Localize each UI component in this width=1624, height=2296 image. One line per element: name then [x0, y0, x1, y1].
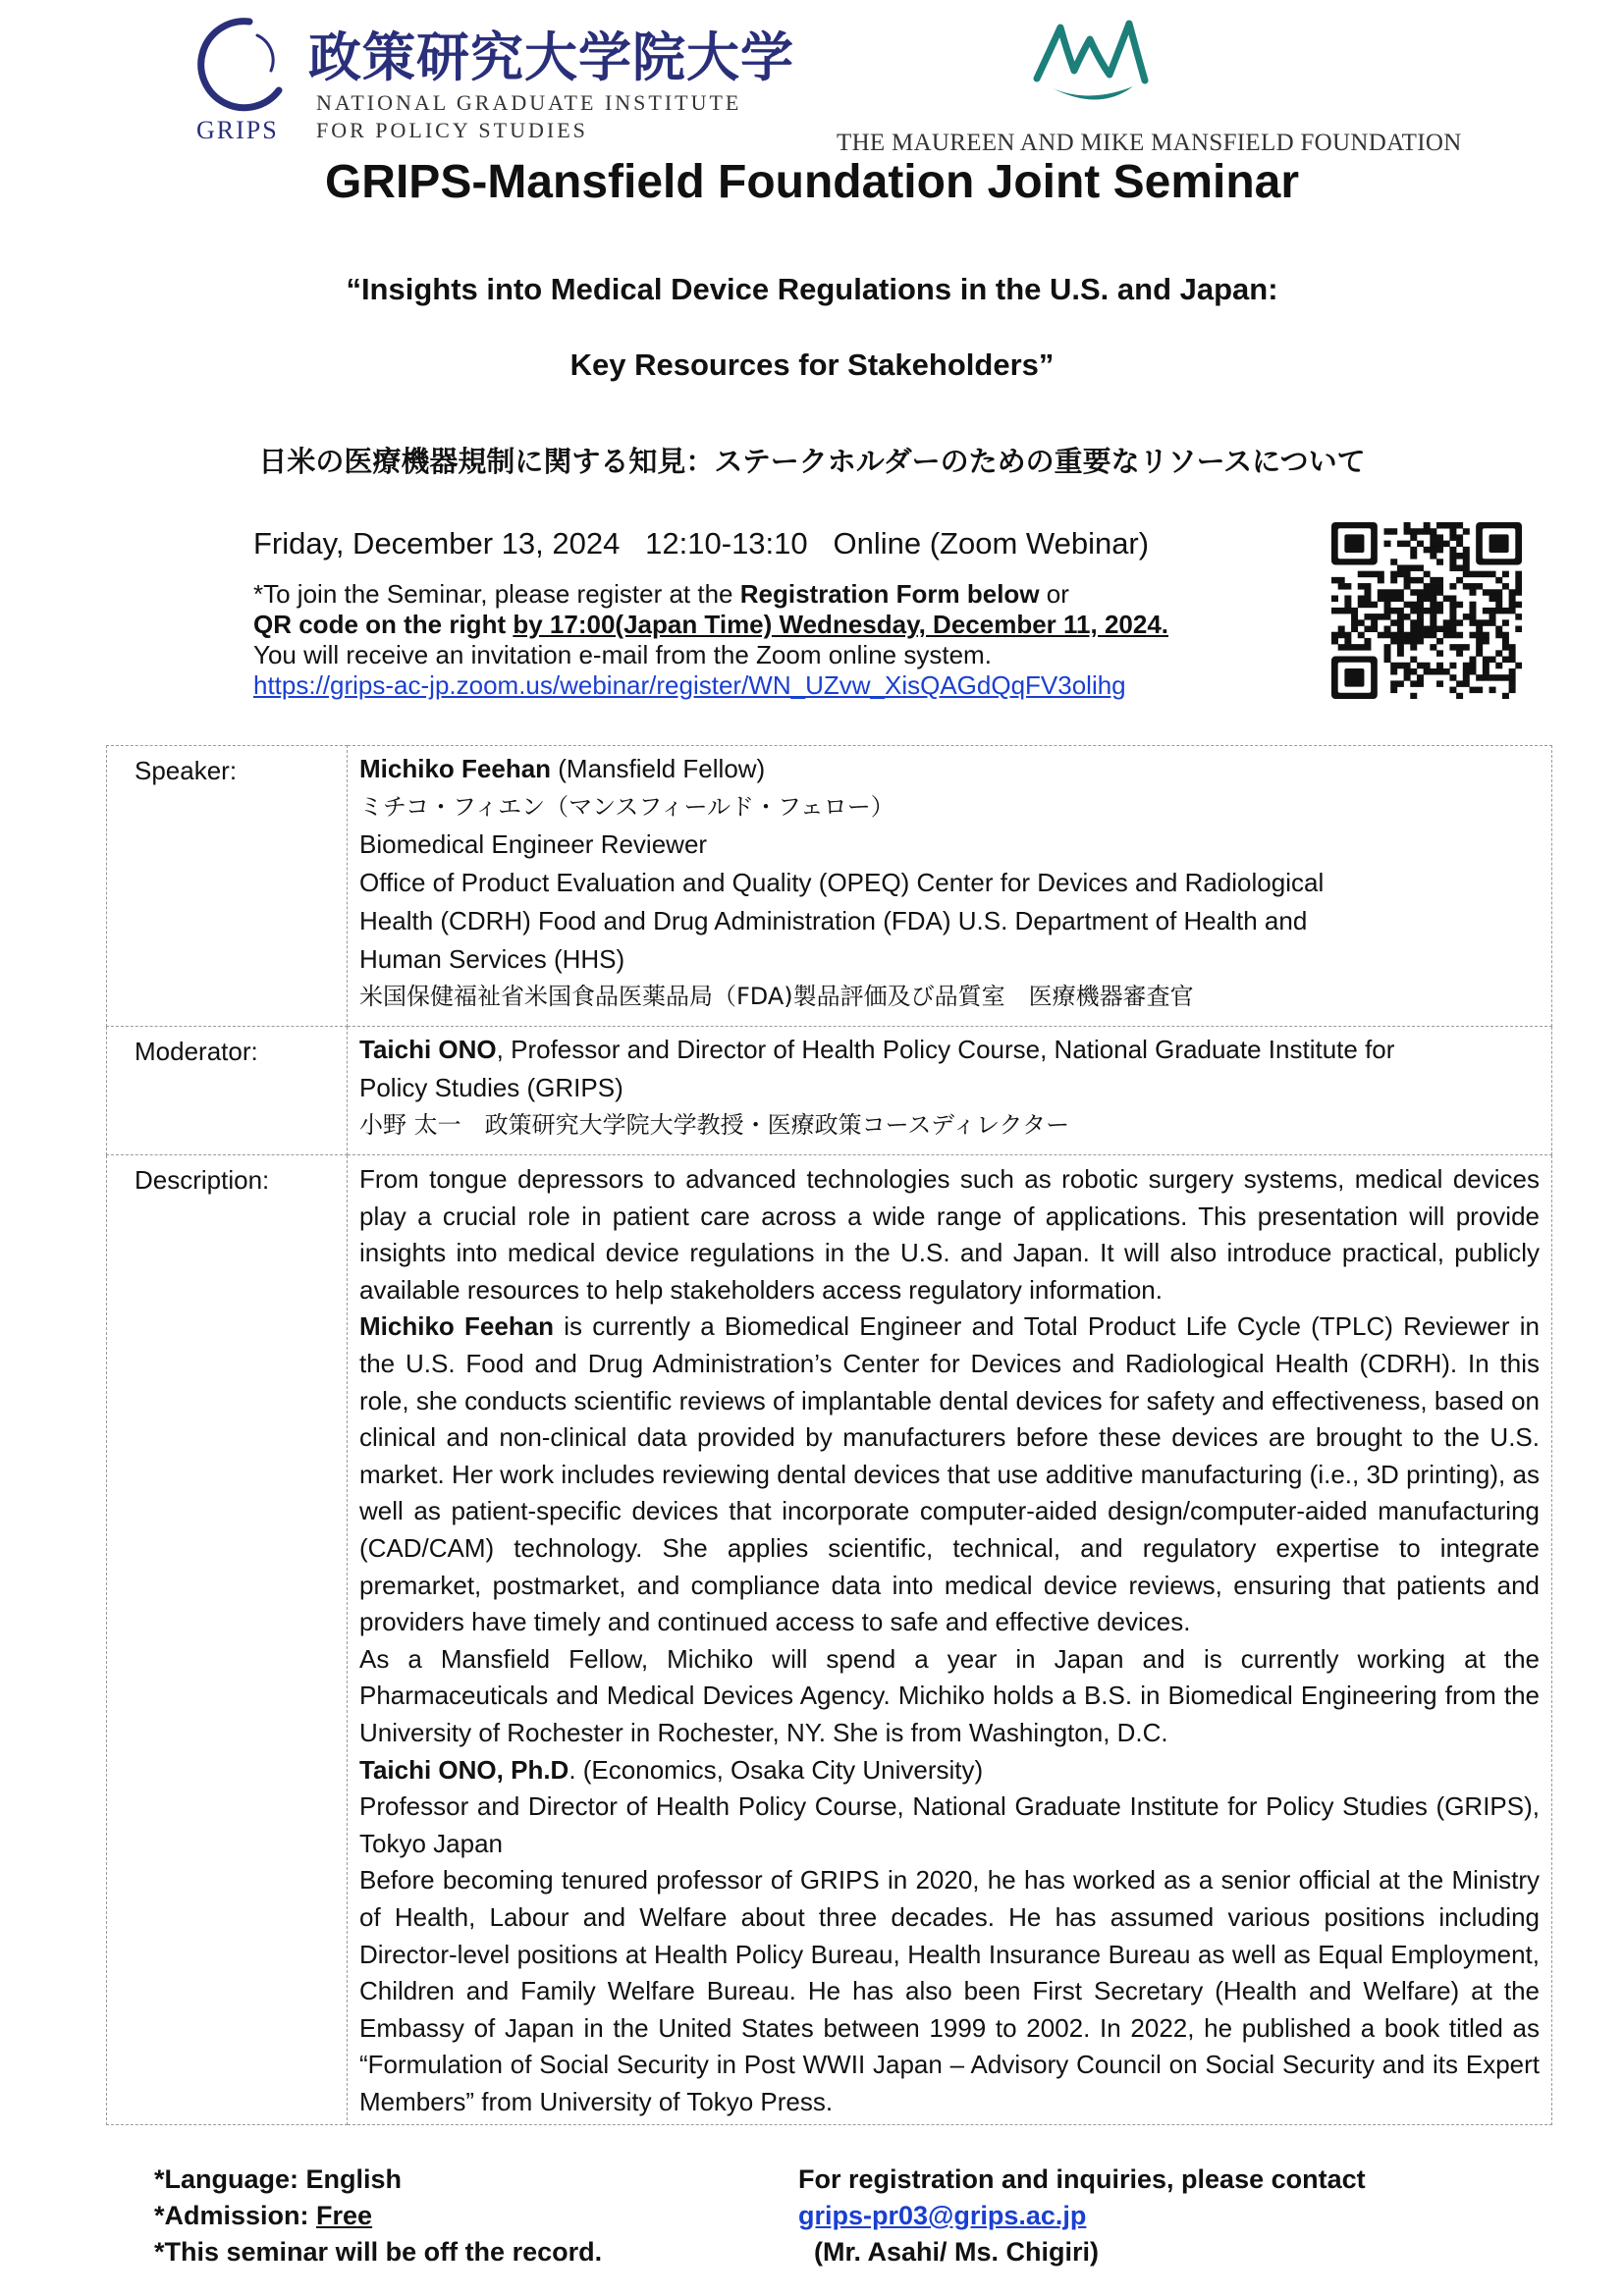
- contact-heading: For registration and inquiries, please contact: [798, 2164, 1366, 2194]
- registration-form-text: Registration Form below: [739, 579, 1040, 609]
- seminar-info-table: [106, 745, 1552, 2125]
- registration-note: You will receive an invitation e-mail from the Zoom online system.: [253, 640, 992, 669]
- moderator-row: [107, 1026, 1552, 1154]
- contact-email-link[interactable]: grips-pr03@grips.ac.jp: [798, 2201, 1087, 2230]
- moderator-label: Moderator:: [135, 1036, 258, 1066]
- seminar-subtitle-line2: Key Resources for Stakeholders”: [569, 347, 1055, 382]
- description-label: Description:: [135, 1165, 270, 1196]
- speaker-label-cell: [107, 746, 348, 1027]
- seminar-subtitle-japanese: 日米の医療機器規制に関する知見：ステークホルダーのための重要なリソースについて: [258, 445, 1366, 478]
- contact-names: (Mr. Asahi/ Ms. Chigiri): [814, 2237, 1100, 2267]
- registration-deadline: by 17:00(Japan Time) Wednesday, December 11, 2024.: [513, 610, 1169, 639]
- moderator-details-cell: [348, 1026, 1552, 1154]
- seminar-title: GRIPS-Mansfield Foundation Joint Seminar: [324, 156, 1300, 208]
- registration-or: or: [1039, 579, 1069, 609]
- registration-qr-code[interactable]: [1331, 522, 1522, 699]
- mansfield-foundation-name: THE MAUREEN AND MIKE MANSFIELD FOUNDATION: [837, 130, 1462, 156]
- description-feehan-bio: is currently a Biomedical Engineer and Total Product Life Cycle (TPLC) Reviewer in the U.S. Food and Drug Administration’s Center for Devices and Radiological Health (CDRH). In this role, she conducts scientific reviews of implantable dental devices for safety and effectiveness, based on clinical and non-clinical data provided by manufacturers before these devices are brought to the U.S. market. Her work includes reviewing dental devices that use additive manufacturing (i.e., 3D printing), as well as patient-specific devices that incorporate computer-aided design/computer-aided manufacturing (CAD/CAM) technology. She applies scientific, technical, and regulatory expertise to integrate premarket, postmarket, and compliance data into medical device reviews, ensuring that patients and providers have timely and continued access to safe and effective devices.: [359, 1311, 1540, 1637]
- event-date-time-venue: Friday, December 13, 2024 12:10-13:10 Online (Zoom Webinar): [253, 526, 1150, 561]
- description-ono-degree: . (Economics, Osaka City University): [568, 1754, 984, 1785]
- language-note: *Language: English: [154, 2164, 403, 2194]
- speaker-organization-japanese: 米国保健福祉省米国食品医薬品局（FDA)製品評価及び品質室 医療機器審査官: [359, 983, 1194, 1011]
- grips-logo: [192, 14, 794, 151]
- speaker-details-cell: [348, 746, 1552, 1027]
- speaker-label: Speaker:: [135, 756, 238, 785]
- grips-japanese-name: 政策研究大学院大学: [308, 27, 794, 88]
- speaker-role: Biomedical Engineer Reviewer: [359, 829, 708, 860]
- description-ono-name: Taichi ONO, Ph.D: [359, 1754, 569, 1785]
- speaker-name-japanese: ミチコ・フィエン（マンスフィールド・フェロー）: [359, 792, 894, 821]
- moderator-label-cell: [107, 1026, 348, 1154]
- mansfield-mountains-icon: [1031, 10, 1149, 118]
- speaker-row: [107, 746, 1552, 1027]
- description-ono-title: Professor and Director of Health Policy Course, National Graduate Institute for Policy Studies (GRIPS), Tokyo Japan: [359, 1791, 1540, 1858]
- moderator-title-line2: Policy Studies (GRIPS): [359, 1072, 623, 1102]
- registration-qr-text: QR code on the right: [253, 610, 514, 639]
- speaker-affiliation: (Mansfield Fellow): [551, 754, 766, 783]
- description-label-cell: [107, 1155, 348, 2125]
- admission-label: *Admission:: [154, 2201, 317, 2230]
- grips-emblem-icon: [192, 14, 291, 122]
- moderator-name-japanese: 小野 太一 政策研究大学院大学教授・医療政策コースディレクター: [359, 1111, 1070, 1140]
- speaker-organization-line1: Office of Product Evaluation and Quality (OPEQ) Center for Devices and Radiological: [359, 868, 1325, 898]
- contact-info: [798, 2162, 1366, 2270]
- description-feehan-fellowship: As a Mansfield Fellow, Michiko will spend a year in Japan and is currently working at the Pharmaceuticals and Medical Devices Agency. Michiko holds a B.S. in Biomedical Engineering from the University of Rochester in Rochester, NY. She is from Washington, D.C.: [359, 1643, 1540, 1747]
- description-ono-bio: Before becoming tenured professor of GRIPS in 2020, he has worked as a senior official at the Ministry of Health, Labour and Welfare about three decades. He has assumed various positions including Director-level positions at Health Policy Bureau, Health Insurance Bureau as well as Equal Employment, Children and Family Welfare Bureau. He has also been First Secretary (Health and Welfare) at the Embassy of Japan in the United States between 1999 to 2002. In 2022, he published a book titled as “Formulation of Social Security in Post WWII Japan – Advisory Council on Social Security and its Expert Members” from University of Tokyo Press.: [359, 1865, 1540, 2116]
- seminar-notes: [154, 2162, 602, 2270]
- grips-english-name-line1: NATIONAL GRADUATE INSTITUTE: [316, 90, 742, 115]
- qr-finder-pattern: [1489, 534, 1509, 553]
- speaker-name: Michiko Feehan: [359, 754, 552, 783]
- admission-value: Free: [316, 2201, 373, 2230]
- description-intro: From tongue depressors to advanced technologies such as robotic surgery systems, medical devices play a crucial role in patient care across a wide range of applications. This presentation will provide insights into medical device regulations in the U.S. and Japan. It will also introduce practical, publicly available resources to help stakeholders access regulatory information.: [359, 1164, 1540, 1305]
- registration-instructions: [253, 579, 1274, 701]
- mansfield-foundation-logo: [825, 10, 1462, 157]
- registration-link[interactable]: https://grips-ac-jp.zoom.us/webinar/register/WN_UZvw_XisQAGdQqFV3olihg: [253, 670, 1126, 700]
- description-details-cell: [348, 1155, 1552, 2125]
- moderator-name: Taichi ONO: [359, 1034, 497, 1064]
- moderator-title-line1: , Professor and Director of Health Policy Course, National Graduate Institute for: [496, 1034, 1395, 1064]
- qr-finder-pattern: [1344, 534, 1364, 553]
- speaker-organization-line3: Human Services (HHS): [359, 943, 625, 974]
- qr-finder-pattern: [1344, 668, 1364, 687]
- off-record-note: *This seminar will be off the record.: [154, 2237, 603, 2267]
- description-row: [107, 1155, 1552, 2125]
- grips-short-name: GRIPS: [196, 116, 279, 144]
- registration-prefix: *To join the Seminar, please register at the: [253, 579, 740, 609]
- grips-english-name-line2: FOR POLICY STUDIES: [316, 118, 588, 142]
- seminar-subtitle-line1: “Insights into Medical Device Regulations in the U.S. and Japan:: [346, 272, 1278, 306]
- description-feehan-name: Michiko Feehan: [359, 1311, 555, 1342]
- speaker-organization-line2: Health (CDRH) Food and Drug Administration (FDA) U.S. Department of Health and: [359, 905, 1308, 935]
